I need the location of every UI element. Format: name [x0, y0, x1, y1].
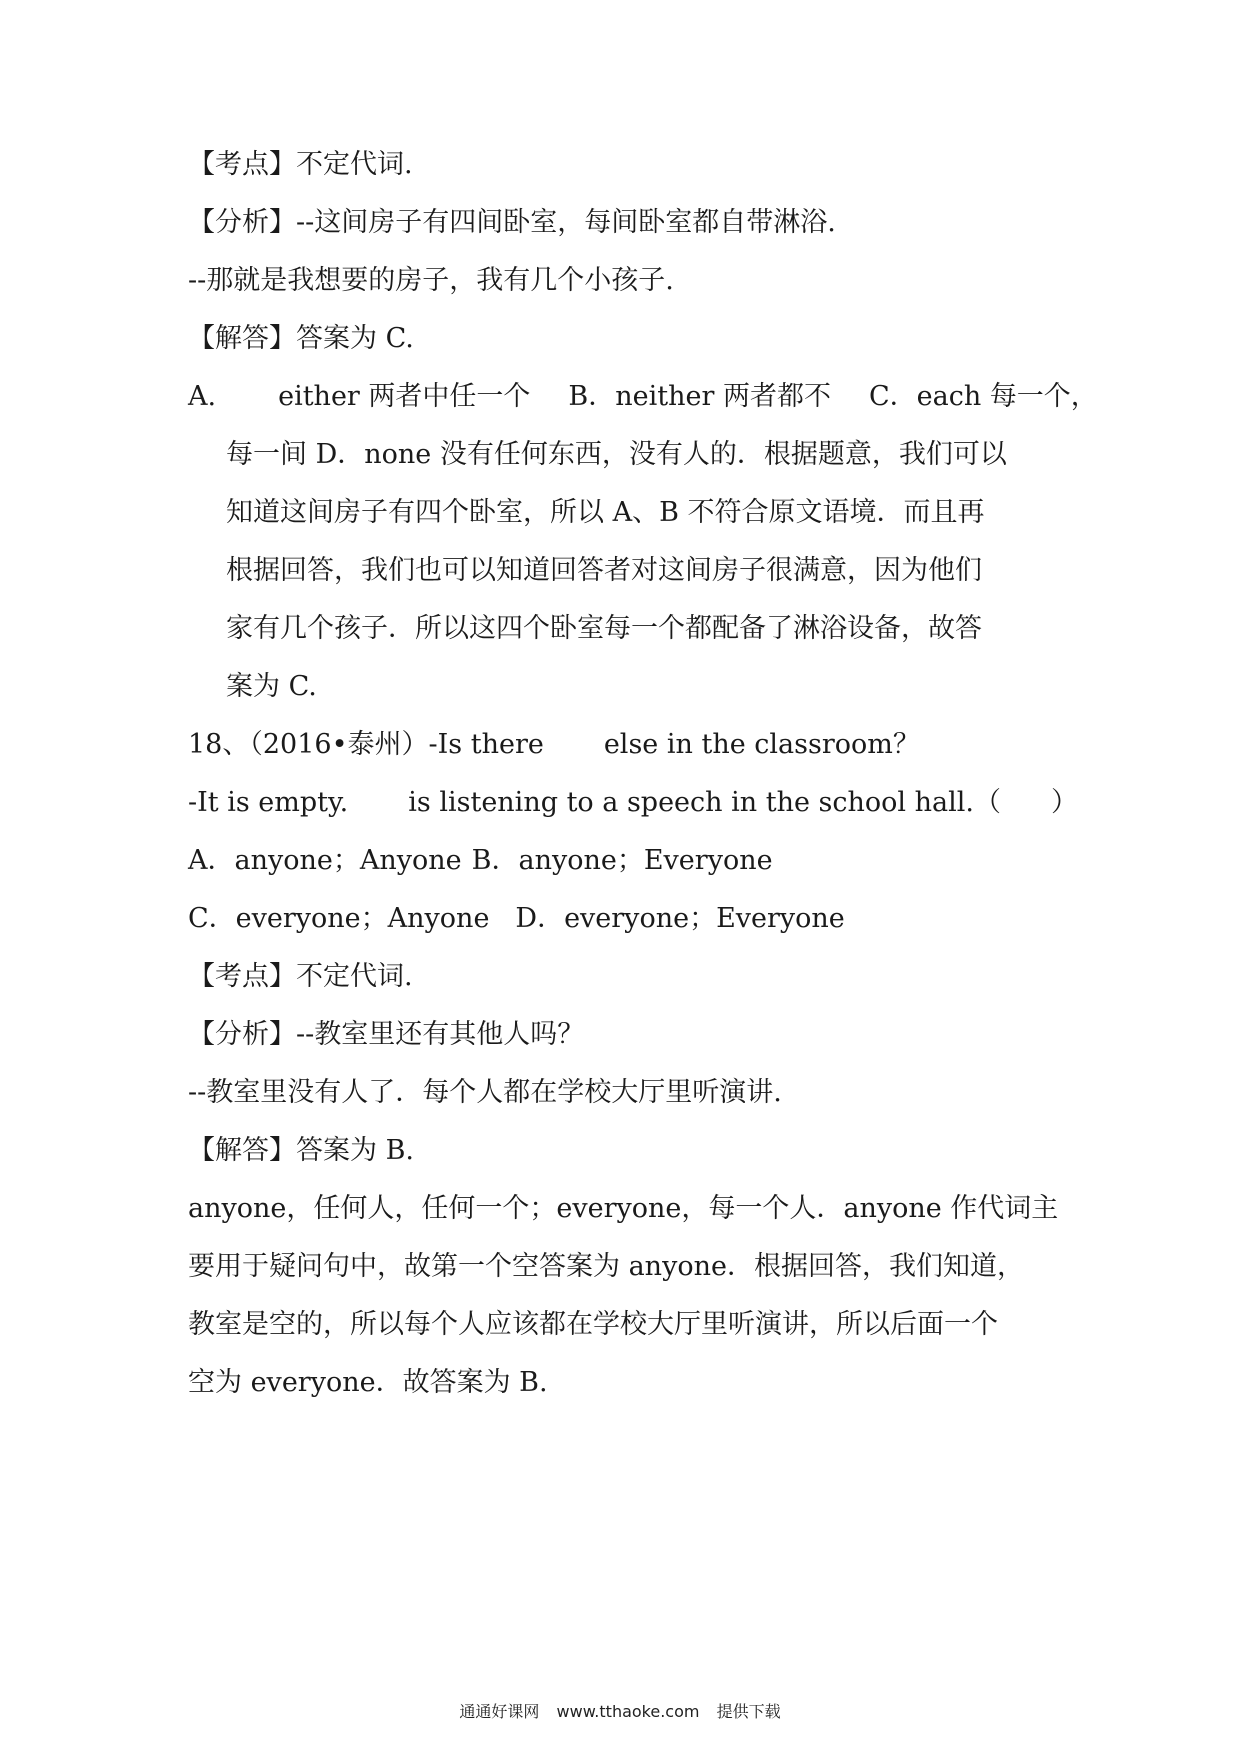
footer-site-name: 通通好课网	[459, 1702, 540, 1721]
q18-options-ab	[188, 841, 773, 881]
q17-expl-a-label: A.	[188, 381, 217, 412]
q18-options-cd	[188, 899, 845, 939]
q18-stem-suffix: else in the classroom？	[603, 729, 920, 760]
q18-stem-prefix: 18、（2016•泰州）-Is there	[188, 729, 544, 760]
q18-explanation-line-4: 空为 everyone．故答案为 B.	[188, 1367, 548, 1398]
q18-line-2-prefix: -It is empty.	[188, 787, 349, 818]
footer-site-url[interactable]: www.tthaoke.com	[556, 1702, 700, 1721]
q17-jieda: 【解答】答案为 C.	[188, 323, 414, 354]
q17-explanation-line-4: 根据回答，我们也可以知道回答者对这间房子很满意，因为他们	[226, 555, 982, 586]
q18-kaodian: 【考点】不定代词.	[188, 961, 413, 992]
q18-line-2	[188, 783, 1078, 823]
q17-explanation-line-2: 每一间 D．none 没有任何东西，没有人的．根据题意，我们可以	[226, 439, 1007, 470]
q17-expl-b-text: B．neither 两者都不	[568, 381, 831, 412]
q17-fenxi-1: 【分析】--这间房子有四间卧室，每间卧室都自带淋浴.	[188, 207, 836, 238]
q18-explanation-line-3: 教室是空的，所以每个人应该都在学校大厅里听演讲，所以后面一个	[188, 1309, 998, 1340]
q17-expl-c-text: C．each 每一个，	[868, 381, 1098, 412]
q18-explanation-line-1: anyone，任何人，任何一个；everyone，每一个人．anyone 作代词主	[188, 1193, 1059, 1224]
q17-fenxi-2: --那就是我想要的房子，我有几个小孩子.	[188, 265, 674, 296]
q17-explanation-line-1	[188, 377, 1098, 417]
q18-option-b: B．anyone；Everyone	[471, 845, 773, 876]
q17-explanation-line-6: 案为 C.	[226, 671, 317, 702]
q17-explanation-line-5: 家有几个孩子．所以这四个卧室每一个都配备了淋浴设备，故答	[226, 613, 982, 644]
page-footer	[0, 1700, 1240, 1724]
q18-line-2-close: ）	[1050, 787, 1078, 818]
q18-explanation-line-2: 要用于疑问句中，故第一个空答案为 anyone．根据回答，我们知道，	[188, 1251, 1024, 1282]
q18-line-2-suffix: is listening to a speech in the school hall.（	[408, 787, 1001, 818]
q18-option-d: D．everyone；Everyone	[515, 903, 845, 934]
footer-note: 提供下载	[716, 1702, 781, 1721]
q18-option-c: C．everyone；Anyone	[188, 903, 490, 934]
q17-kaodian: 【考点】不定代词.	[188, 149, 413, 180]
q18-stem	[188, 725, 920, 765]
q18-fenxi-1: 【分析】--教室里还有其他人吗？	[188, 1019, 585, 1050]
q17-explanation-line-3: 知道这间房子有四个卧室，所以 A、B 不符合原文语境．而且再	[226, 497, 985, 528]
q17-expl-a-text: either 两者中任一个	[278, 381, 531, 412]
q18-option-a: A．anyone；Anyone	[188, 845, 462, 876]
q18-jieda: 【解答】答案为 B.	[188, 1135, 415, 1166]
q18-fenxi-2: --教室里没有人了．每个人都在学校大厅里听演讲.	[188, 1077, 782, 1108]
